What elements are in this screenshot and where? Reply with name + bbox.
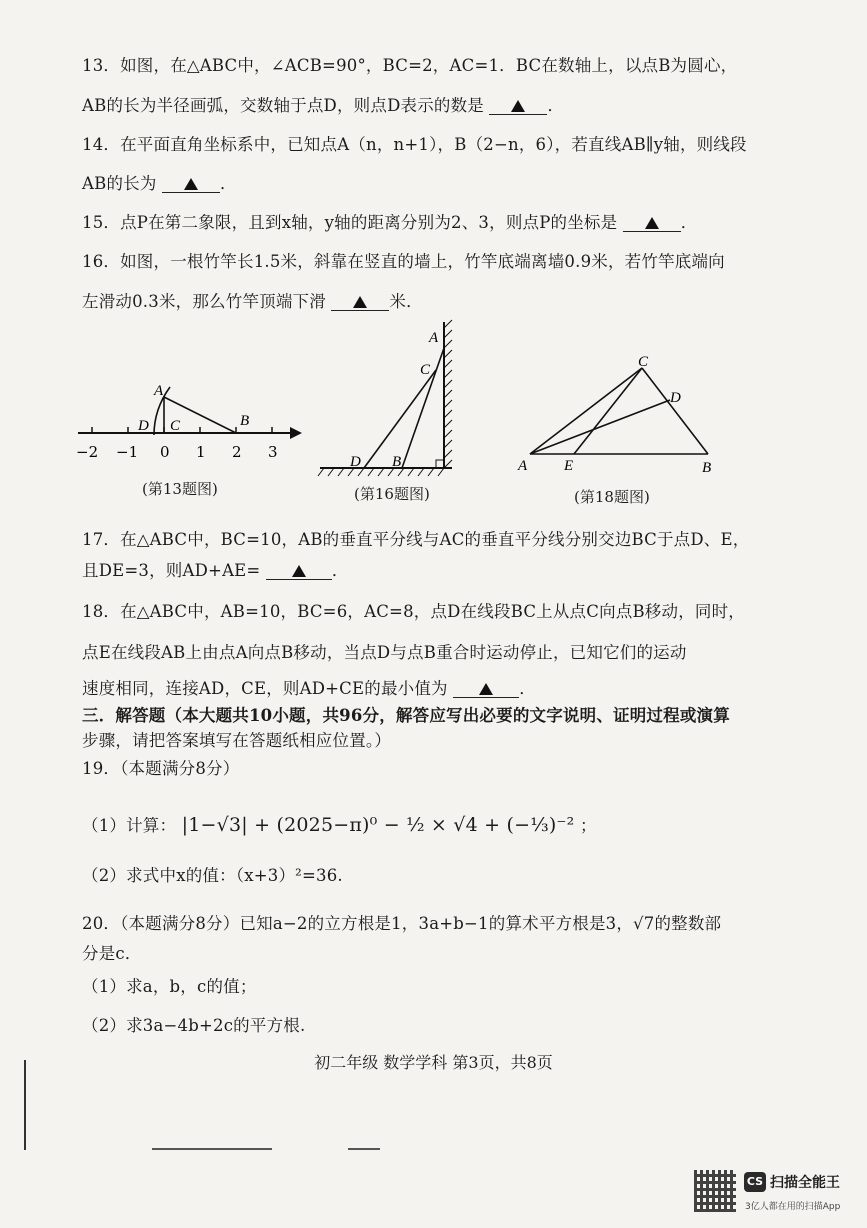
triangle-icon [479, 683, 493, 695]
scan-edge-line [152, 1148, 272, 1150]
q14-text: AB的长为 [82, 174, 157, 193]
label-D: D [670, 390, 681, 406]
label-D: D [350, 454, 361, 470]
answer-blank [453, 678, 519, 698]
triangle-icon [645, 217, 659, 229]
tick-label: 2 [232, 443, 242, 461]
figure-18-triangle [510, 350, 725, 480]
label-A: A [429, 330, 439, 346]
tick-label: 1 [196, 443, 206, 461]
scanner-app-tagline: 3亿人都在用的扫描App [745, 1202, 841, 1212]
q20-line2: 分是c． [82, 944, 142, 963]
figure-16-caption: (第16题图) [354, 485, 430, 503]
label-E: E [564, 458, 574, 474]
q17-line1: 17．在△ABC中，BC=10，AB的垂直平分线与AC的垂直平分线分别交边BC于点D、E， [82, 530, 750, 549]
triangle-icon [353, 296, 367, 308]
q19-part1 [82, 812, 597, 836]
section-3-line1: 三．解答题（本大题共10小题，共96分，解答应写出必要的文字说明、证明过程或演算 [82, 706, 730, 725]
label-B: B [240, 413, 250, 429]
label-C: C [638, 354, 649, 370]
answer-blank [489, 95, 547, 115]
q20-part1: （1）求a，b，c的值； [82, 977, 257, 996]
q17-end: ． [331, 561, 349, 580]
q19-part1-label: （1）计算： [82, 816, 177, 835]
answer-blank [331, 291, 389, 311]
q13-line1: 13．如图，在△ABC中，∠ACB=90°，BC=2，AC=1．BC在数轴上，以点B为圆心， [82, 56, 738, 75]
q13-line2 [82, 92, 564, 116]
q19-header: 19．（本题满分8分） [82, 759, 240, 778]
scan-edge-line [348, 1148, 380, 1150]
tick-label: −1 [116, 443, 139, 461]
q18-line2: 点E在线段AB上由点A向点B移动，当点D与点B重合时运动停止，已知它们的运动 [82, 643, 687, 662]
label-C: C [420, 362, 431, 378]
label-C: C [170, 418, 181, 434]
figure-16-ladder [316, 318, 466, 480]
answer-blank [266, 560, 332, 580]
tick-label: 3 [268, 443, 278, 461]
q13-text: AB的长为半径画弧，交数轴于点D，则点D表示的数是 [82, 96, 484, 115]
label-A: A [154, 383, 164, 399]
label-B: B [392, 454, 402, 470]
figure-13-number-line [70, 375, 310, 465]
q14-line1: 14．在平面直角坐标系中，已知点A（n，n+1），B（2−n，6），若直线AB∥y轴，则线段 [82, 135, 747, 154]
q15-text: 15．点P在第二象限，且到x轴，y轴的距离分别为2、3，则点P的坐标是 [82, 213, 618, 232]
q14-end: ． [220, 174, 237, 193]
q17-text: 且DE=3，则AD+AE= [82, 561, 261, 580]
q14-line2 [82, 170, 237, 194]
tick-label: 0 [160, 443, 170, 461]
q16-line2 [82, 288, 423, 312]
q18-end: ． [519, 679, 536, 698]
triangle-icon [184, 178, 198, 190]
figure-18-caption: (第18题图) [574, 488, 650, 506]
q16-line1: 16．如图，一根竹竿长1.5米，斜靠在竖直的墙上，竹竿底端离墙0.9米，若竹竿底端向 [82, 252, 725, 271]
q13-end: ． [547, 96, 565, 115]
q19-part2: （2）求式中x的值：（x+3）²=36. [82, 866, 343, 885]
q16-end: 米． [389, 292, 423, 311]
figure-13-caption: (第13题图) [142, 480, 218, 498]
camscanner-logo-icon: CS [744, 1172, 766, 1192]
answer-blank [623, 212, 681, 232]
q15-line1 [82, 209, 697, 233]
qr-code-icon [694, 1170, 736, 1212]
answer-blank [162, 173, 220, 193]
scan-edge-line [24, 1060, 26, 1150]
q18-line1: 18．在△ABC中，AB=10，BC=6，AC=8，点D在线段BC上从点C向点B移动，同时， [82, 602, 745, 621]
q17-line2 [82, 557, 349, 581]
label-B: B [702, 460, 712, 476]
q19-part1-end: ； [579, 816, 597, 835]
triangle-icon [511, 100, 525, 112]
q16-text: 左滑动0.3米，那么竹竿顶端下滑 [82, 292, 326, 311]
section-3-line2: 步骤，请把答案填写在答题纸相应位置。） [82, 731, 392, 750]
page-footer: 初二年级 数学学科 第3页，共8页 [314, 1053, 553, 1072]
label-D: D [138, 418, 149, 434]
q18-line3 [82, 675, 536, 699]
q20-line1: 20．（本题满分8分）已知a−2的立方根是1，3a+b−1的算术平方根是3，√7的整数部 [82, 914, 722, 933]
q19-part1-expression: |1−√3| + (2025−π)⁰ − ½ × √4 + (−⅓)⁻² [181, 814, 575, 836]
tick-label: −2 [76, 443, 99, 461]
scanner-app-name: 扫描全能王 [770, 1175, 840, 1191]
label-A: A [518, 458, 528, 474]
q20-part2: （2）求3a−4b+2c的平方根. [82, 1016, 306, 1035]
q15-end: ． [680, 213, 698, 232]
q18-text: 速度相同，连接AD，CE，则AD+CE的最小值为 [82, 679, 448, 698]
triangle-icon [292, 565, 306, 577]
